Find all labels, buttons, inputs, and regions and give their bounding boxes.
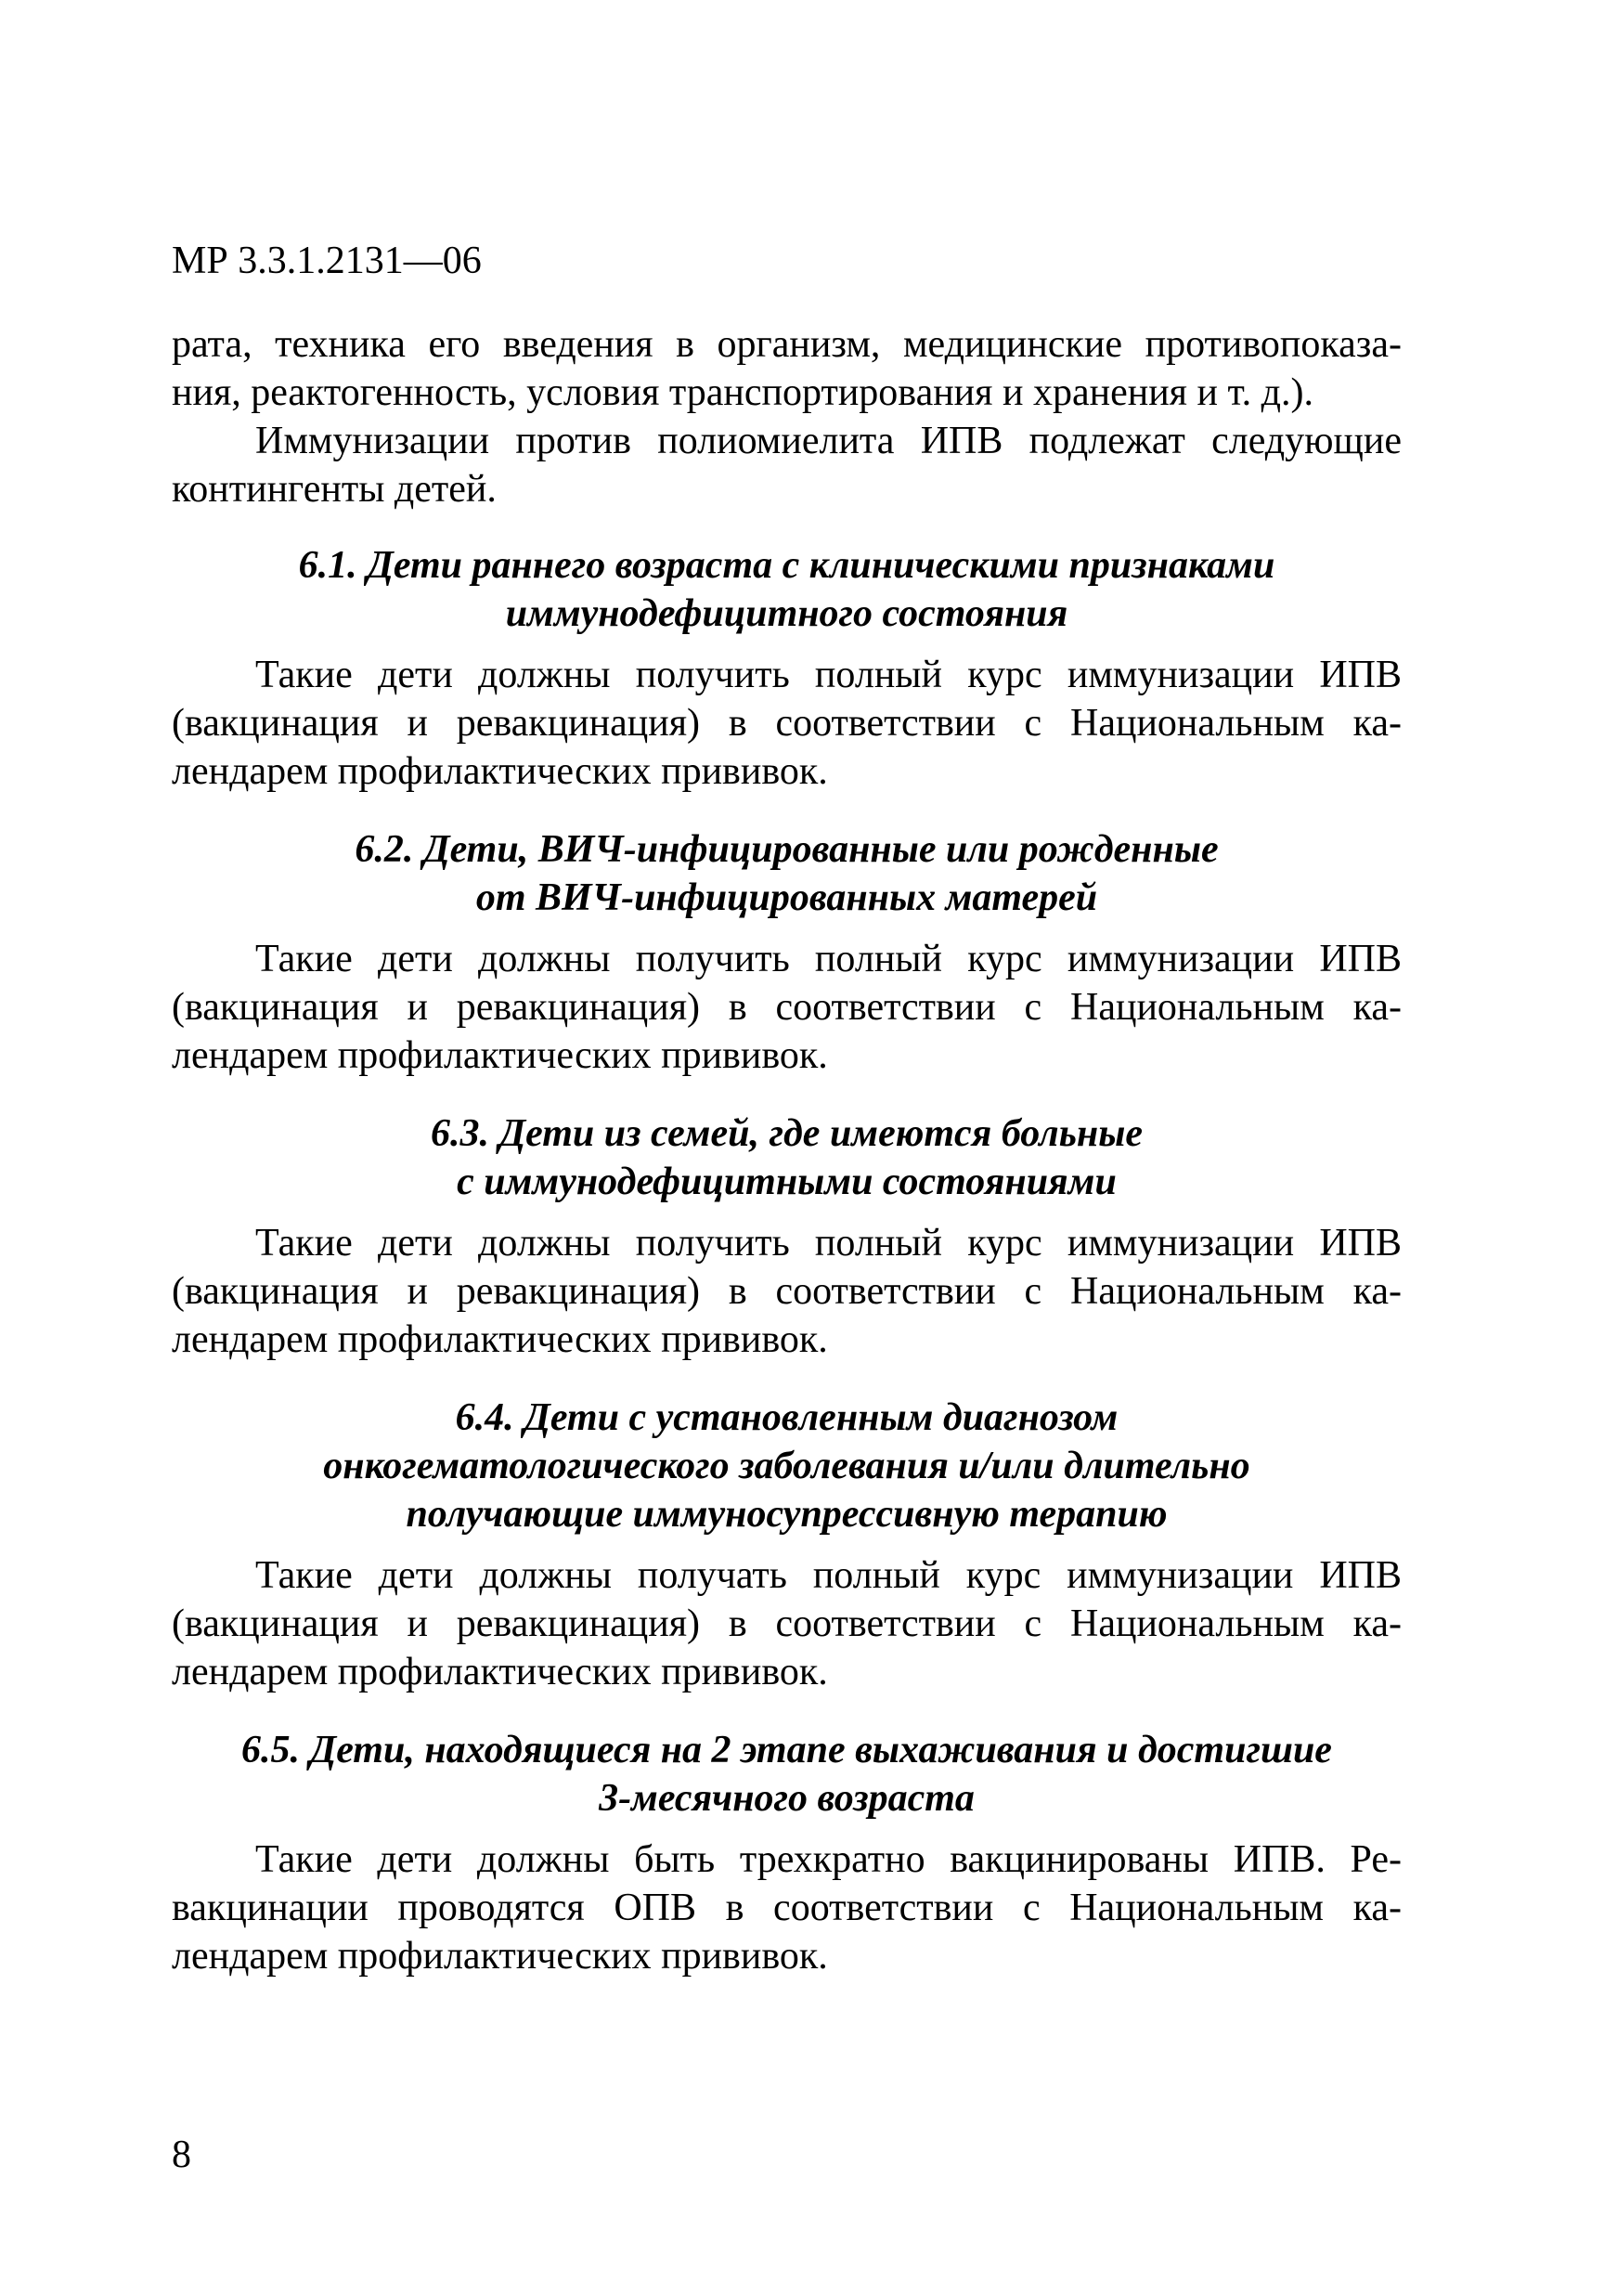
intro-paragraph-1 [172,320,1402,417]
text-line: Такие дети должны получить полный курс иммунизации ИПВ [255,938,1402,980]
section-body-6-4 [172,1551,1402,1696]
text-line: Иммунизации против полиомиелита ИПВ подлежат следующие [255,420,1402,462]
text-line: Такие дети должны получить полный курс иммунизации ИПВ [255,1222,1402,1265]
heading-line: от ВИЧ-инфицированных матерей [475,876,1098,919]
text-line: Такие дети должны получать полный курс иммунизации ИПВ [255,1554,1402,1597]
section-heading-6-4 [172,1394,1402,1538]
section-body-6-5 [172,1836,1402,1980]
text-line: лендарем профилактических прививок. [172,1034,828,1077]
heading-line: иммунодефицитного состояния [505,592,1068,635]
section-body-6-3 [172,1219,1402,1364]
section-body-6-1 [172,651,1402,796]
text-line: Такие дети должны получить полный курс иммунизации ИПВ [255,654,1402,696]
section-body-6-2 [172,935,1402,1080]
text-line: (вакцинация и ревакцинация) в соответствии с Национальным ка- [172,702,1402,745]
text-line: контингенты детей. [172,468,497,511]
heading-line: получающие иммуносупрессивную терапию [406,1493,1168,1536]
section-heading-6-2 [172,825,1402,922]
section-heading-6-1 [172,541,1402,638]
page-content [172,320,1402,1980]
text-line: (вакцинация и ревакцинация) в соответствии с Национальным ка- [172,1270,1402,1313]
text-line: (вакцинация и ревакцинация) в соответствии с Национальным ка- [172,986,1402,1029]
text-line: лендарем профилактических прививок. [172,1935,828,1978]
heading-line: 3-месячного возраста [599,1777,975,1820]
text-line: рата, техника его введения в организм, медицинские противопоказа- [172,323,1402,366]
heading-line: 6.2. Дети, ВИЧ-инфицированные или рожденные [355,828,1219,871]
heading-line: с иммунодефицитными состояниями [457,1161,1117,1203]
text-line: (вакцинация и ревакцинация) в соответствии с Национальным ка- [172,1602,1402,1645]
text-line: лендарем профилактических прививок. [172,750,828,793]
text-line: вакцинации проводятся ОПВ в соответствии с Национальным ка- [172,1887,1402,1929]
section-heading-6-5 [172,1726,1402,1823]
intro-paragraph-2 [172,417,1402,513]
text-line: лендарем профилактических прививок. [172,1651,828,1693]
text-line: ния, реактогенность, условия транспортирования и хранения и т. д.). [172,371,1314,414]
heading-line: 6.3. Дети из семей, где имеются больные [430,1112,1144,1155]
heading-line: 6.4. Дети с установленным диагнозом [455,1396,1119,1439]
section-heading-6-3 [172,1109,1402,1206]
page-number: 8 [172,2134,191,2176]
document-code: МР 3.3.1.2131—06 [172,240,482,282]
heading-line: 6.5. Дети, находящиеся на 2 этапе выхаживания и достигшие [241,1729,1332,1771]
text-line: лендарем профилактических прививок. [172,1318,828,1361]
text-line: Такие дети должны быть трехкратно вакцинированы ИПВ. Ре- [255,1838,1402,1881]
heading-line: онкогематологического заболевания и/или длительно [323,1445,1250,1487]
heading-line: 6.1. Дети раннего возраста с клиническими признаками [298,544,1275,587]
